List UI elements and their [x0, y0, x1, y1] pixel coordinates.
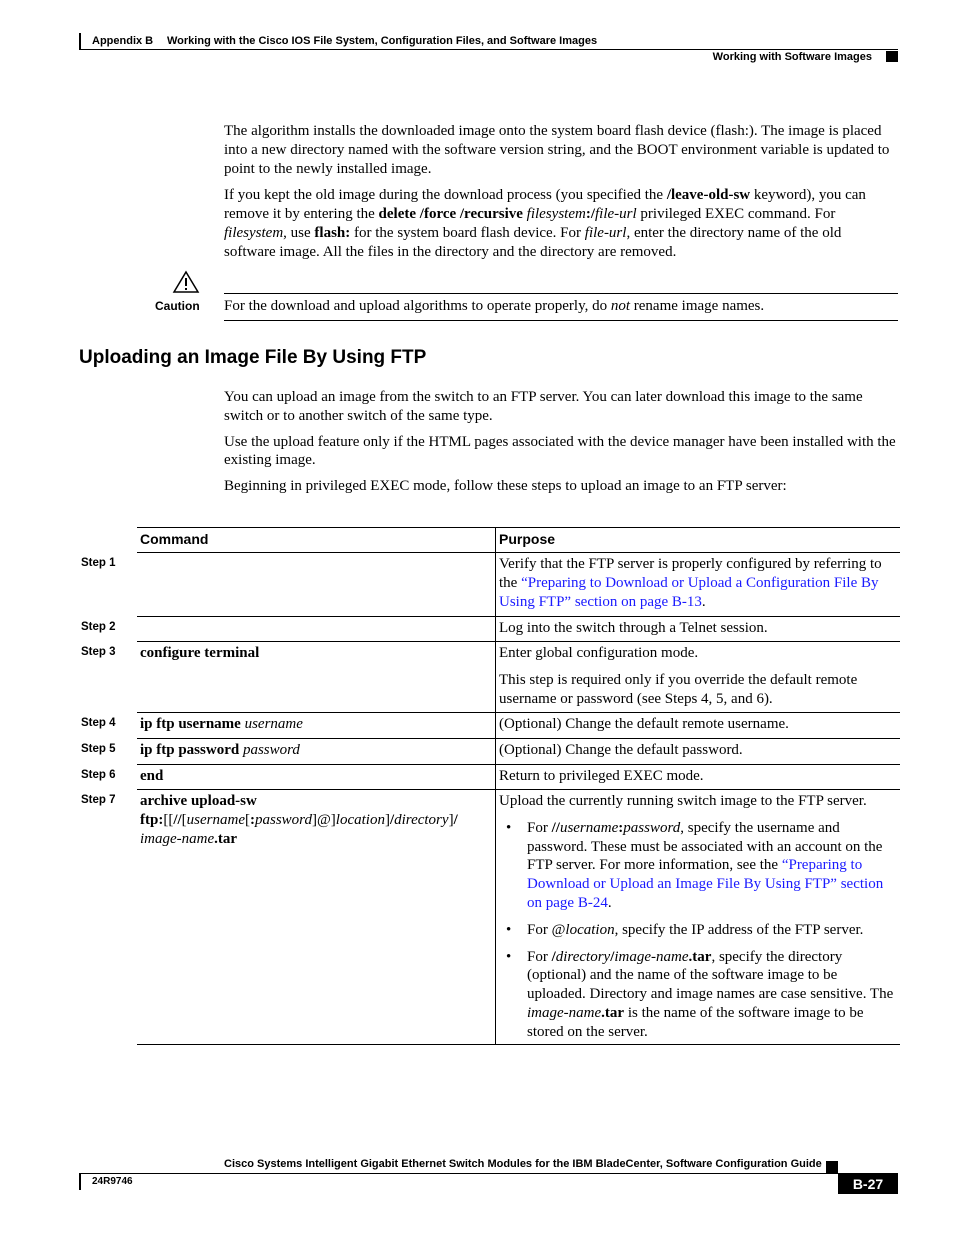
table-row-rule-5 — [137, 764, 900, 765]
command-cell: configure terminal — [140, 645, 260, 661]
step-label: Step 3 — [81, 646, 116, 658]
section-text — [224, 388, 896, 496]
purpose-cell: Log into the switch through a Telnet session. — [499, 620, 768, 636]
section-paragraph-2: Use the upload feature only if the HTML pages associated with the device manager have been installed with the existing image. — [224, 433, 896, 469]
step-label: Step 2 — [81, 621, 116, 633]
table-column-divider — [495, 527, 496, 1045]
caution-text: For the download and upload algorithms to operate properly, do not rename image names. — [224, 298, 765, 314]
command-cell: archive upload-sw ftp:[[//[username[:password]@]location]/directory]/ image-name.tar — [140, 793, 458, 847]
table-top-rule — [137, 527, 900, 528]
header-left-bar — [79, 33, 81, 50]
intro-paragraph-2: If you kept the old image during the download process (you specified the /leave-old-sw keyword), you can remove it by entering the delete /force /recursive filesystem:/file-url privileged EXEC command. For filesystem, use flash: for the system board flash device. For file-url, enter the directory name of the old software image. All the files in the directory and the directory are removed. — [224, 187, 866, 260]
step-label: Step 5 — [81, 743, 116, 755]
intro-paragraph-1: The algorithm installs the downloaded image onto the system board flash device (flash:). The image is placed into a new directory named with the software version string, and the BOOT environment variable is updated to point to the newly installed image. — [224, 123, 890, 177]
step-label: Step 4 — [81, 717, 116, 729]
header-rule — [79, 49, 898, 50]
list-item: • For @location, specify the IP address of the FTP server. — [499, 921, 895, 940]
section-paragraph-1: You can upload an image from the switch to an FTP server. You can later download this image to the same switch or to another switch of the same type. — [224, 389, 863, 424]
header-chapter-title: Working with the Cisco IOS File System, Configuration Files, and Software Images — [167, 35, 598, 47]
footer-doc-number: 24R9746 — [92, 1176, 133, 1187]
header-marker-block — [886, 51, 898, 62]
table-row-rule-4 — [137, 738, 900, 739]
purpose-cell: Upload the currently running switch image to the FTP server. • For //username:password, specify the username and password. These must be associated with an account on the FTP server. For more information, see the “Preparing to Download or Upload an Image File By Using FTP” section on page B-24. • For @location, specify the IP address of the FTP server. • For /directory/image-name.tar, specify the directory (optional) and the name of the software image to be uploaded. Directory and image names are case sensitive. The image-name.tar is the name of the software image to be stored on the server. — [499, 792, 895, 1042]
table-bottom-rule — [137, 1044, 900, 1045]
purpose-cell: (Optional) Change the default remote username. — [499, 716, 789, 732]
list-item: • For //username:password, specify the username and password. These must be associated with an account on the FTP server. For more information, see the “Preparing to Download or Upload an Image File By Using FTP” section on page B-24. — [499, 819, 895, 913]
intro-text — [224, 122, 896, 262]
section-heading: Uploading an Image File By Using FTP — [79, 347, 427, 368]
table-header-command: Command — [140, 531, 209, 547]
command-cell: end — [140, 768, 164, 784]
caution-warning-icon — [172, 270, 200, 294]
step-label: Step 1 — [81, 557, 116, 569]
purpose-cell: Enter global configuration mode. This step is required only if you override the default remote username or password (see Steps 4, 5, and 6). — [499, 645, 858, 707]
cross-reference-link[interactable]: “Preparing to Download or Upload a Configuration File By Using FTP” section on page B-13 — [499, 574, 879, 610]
purpose-bullet-list — [499, 819, 895, 1042]
command-cell: ip ftp username username — [140, 716, 303, 732]
cross-reference-link[interactable]: “Preparing to Download or Upload an Image File By Using FTP” section on page B-24 — [527, 857, 884, 911]
purpose-cell: (Optional) Change the default password. — [499, 742, 743, 758]
table-row-rule-6 — [137, 789, 900, 790]
footer-rule — [79, 1173, 898, 1174]
purpose-cell: Return to privileged EXEC mode. — [499, 768, 704, 784]
step-label: Step 7 — [81, 794, 116, 806]
footer-marker-block — [826, 1161, 838, 1173]
section-paragraph-3: Beginning in privileged EXEC mode, follow these steps to upload an image to an FTP server: — [224, 478, 787, 495]
caution-label: Caution — [155, 299, 200, 313]
table-row-rule-3 — [137, 712, 900, 713]
header-section-title: Working with Software Images — [712, 51, 872, 63]
command-cell: ip ftp password password — [140, 742, 300, 758]
header-appendix: Appendix B — [92, 35, 154, 47]
table-row-rule-2 — [137, 641, 900, 642]
footer-left-bar — [79, 1173, 81, 1190]
table-row-rule-1 — [137, 616, 900, 617]
list-item: • For /directory/image-name.tar, specify the directory (optional) and the name of the software image to be uploaded. Directory and image names are case sensitive. The image-name.tar is the name of the software image to be stored on the server. — [499, 948, 895, 1042]
footer-page-number: B-27 — [838, 1174, 898, 1194]
table-header-rule — [137, 552, 900, 553]
table-header-purpose: Purpose — [499, 531, 556, 547]
footer-guide-title: Cisco Systems Intelligent Gigabit Ethernet Switch Modules for the IBM BladeCenter, Software Configuration Guide — [224, 1158, 822, 1170]
caution-bottom-rule — [224, 320, 898, 321]
purpose-cell: Verify that the FTP server is properly configured by referring to the “Preparing to Download or Upload a Configuration File By Using FTP” section on page B-13. — [499, 556, 882, 610]
caution-top-rule — [224, 293, 898, 294]
step-label: Step 6 — [81, 769, 116, 781]
